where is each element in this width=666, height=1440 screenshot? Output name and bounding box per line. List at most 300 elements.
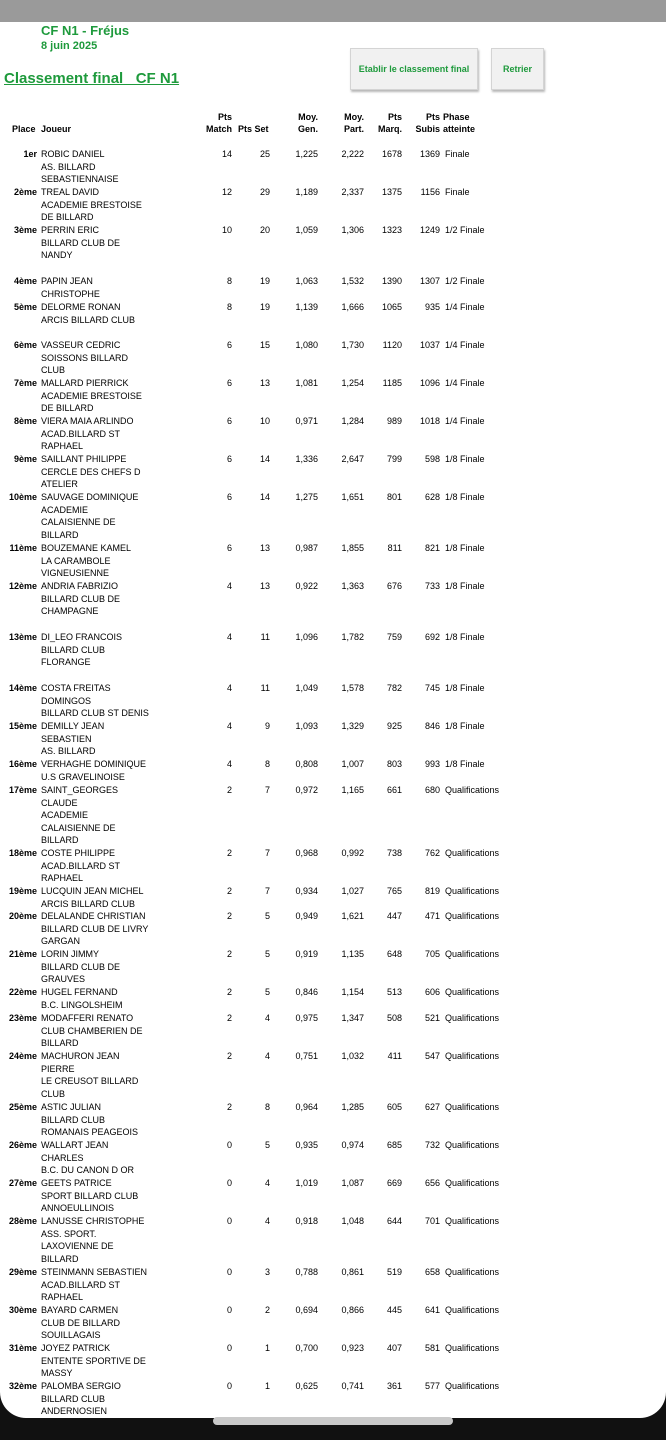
cell-phase: Qualifications (445, 987, 500, 997)
cell-moy-gen: 0,919 (295, 949, 318, 959)
player-name: COSTA FREITAS (41, 683, 111, 693)
cell-phase: Qualifications (445, 1140, 500, 1150)
establish-final-ranking-button[interactable]: Etablir le classement final (350, 48, 478, 90)
cell-pts-set: 4 (264, 1178, 270, 1188)
cell-pts-subis: 705 (424, 949, 440, 959)
cell-pts-set: 2 (264, 1305, 270, 1315)
cell-pts-match: 6 (226, 454, 232, 464)
cell-moy-part: 1,285 (341, 1102, 364, 1112)
cell-moy-part: 1,165 (341, 785, 364, 795)
cell-joueur (41, 910, 191, 948)
cell-moy-gen: 0,949 (295, 911, 318, 921)
cell-moy-part: 0,861 (341, 1267, 364, 1277)
cell-pts-marq: 669 (386, 1178, 402, 1188)
player-name: MODAFFERI RENATO (41, 1013, 134, 1023)
club-name-line: B.C. DU CANON D OR (41, 1165, 135, 1176)
cell-pts-set: 13 (259, 378, 270, 388)
cell-place: 31ème (8, 1343, 37, 1353)
cell-moy-gen: 0,972 (295, 785, 318, 795)
club-name-line: ARCIS BILLARD CLUB (41, 314, 136, 325)
player-name: SAUVAGE DOMINIQUE (41, 492, 139, 502)
cell-pts-subis: 521 (424, 1013, 440, 1023)
player-name: DEMILLY JEAN (41, 721, 105, 731)
cell-pts-subis: 821 (424, 543, 440, 553)
cell-joueur (41, 1342, 191, 1380)
cell-phase: Qualifications (445, 886, 500, 896)
club-name-line: SPORT BILLARD CLUB (41, 1190, 139, 1201)
cell-pts-subis: 1307 (419, 276, 440, 286)
cell-place: 4ème (13, 276, 37, 286)
club-name-line: U.S GRAVELINOISE (41, 771, 125, 782)
header-pts-set: Pts Set (238, 124, 269, 134)
player-name: JOYEZ PATRICK (41, 1343, 111, 1353)
cell-pts-marq: 411 (387, 1051, 402, 1061)
club-name-line: DE BILLARD (41, 403, 94, 414)
cell-phase: Qualifications (445, 1102, 500, 1112)
player-name: BAYARD CARMEN (41, 1305, 119, 1315)
club-name-line: BILLARD CLUB DE (41, 961, 121, 972)
cell-place: 29ème (8, 1267, 37, 1277)
cell-phase: Qualifications (445, 1013, 500, 1023)
cell-pts-subis: 935 (424, 302, 440, 312)
cell-pts-match: 10 (221, 225, 232, 235)
cell-pts-subis: 641 (424, 1305, 440, 1315)
cell-pts-match: 4 (226, 581, 232, 591)
club-name-line: ATELIER (41, 479, 78, 490)
event-title: CF N1 - Fréjus (41, 23, 130, 38)
cell-pts-marq: 445 (386, 1305, 402, 1315)
header-moy-part: Moy. Part. (343, 112, 364, 134)
club-name-line: LA CARAMBOLE (41, 555, 111, 566)
cell-joueur (41, 1050, 191, 1100)
cell-moy-gen: 0,975 (295, 1013, 318, 1023)
cell-moy-part: 1,782 (341, 632, 364, 642)
cell-pts-subis: 762 (424, 848, 440, 858)
cell-pts-subis: 606 (424, 987, 440, 997)
cell-place: 14ème (8, 683, 37, 693)
cell-pts-subis: 732 (424, 1140, 440, 1150)
cell-moy-gen: 1,275 (295, 492, 318, 502)
cell-joueur (41, 1012, 191, 1050)
cell-place: 23ème (8, 1013, 37, 1023)
cell-joueur (41, 847, 191, 885)
player-name: SAINT_GEORGES (41, 785, 119, 795)
cell-place: 5ème (13, 302, 37, 312)
cell-pts-set: 19 (259, 276, 270, 286)
cell-joueur (41, 1215, 191, 1265)
cell-moy-part: 2,222 (341, 149, 364, 159)
cell-pts-set: 1 (264, 1343, 270, 1353)
cell-phase: Qualifications (445, 1267, 500, 1277)
club-name-line: BILLARD CLUB (41, 1114, 106, 1125)
cell-pts-set: 25 (259, 149, 270, 159)
club-name-line: CLUB (41, 1088, 66, 1099)
club-name-line: BILLARD CLUB DE LIVRY (41, 923, 149, 934)
cell-pts-subis: 656 (424, 1178, 440, 1188)
cell-phase: Qualifications (445, 848, 500, 858)
player-name: PALOMBA SERGIO (41, 1381, 121, 1391)
cell-moy-part: 1,087 (341, 1178, 364, 1188)
cell-pts-match: 2 (226, 785, 232, 795)
club-name-line: CLUB (41, 365, 66, 376)
cell-moy-part: 1,621 (341, 911, 364, 921)
cell-moy-gen: 1,139 (295, 302, 318, 312)
cell-pts-match: 4 (226, 721, 232, 731)
player-name: LORIN JIMMY (41, 949, 100, 959)
cell-pts-marq: 1120 (382, 340, 402, 350)
cell-pts-marq: 738 (386, 848, 402, 858)
cell-pts-set: 10 (259, 416, 270, 426)
cell-pts-marq: 759 (386, 632, 402, 642)
player-name: VIERA MAIA ARLINDO (41, 416, 134, 426)
cell-pts-marq: 685 (386, 1140, 402, 1150)
cell-joueur (41, 339, 191, 377)
cell-joueur (41, 1177, 191, 1215)
club-name-line: CHARLES (41, 1152, 84, 1163)
cell-pts-match: 4 (226, 632, 232, 642)
cell-joueur (41, 491, 191, 541)
cell-moy-part: 2,647 (341, 454, 364, 464)
cell-pts-match: 0 (226, 1381, 232, 1391)
cell-pts-match: 4 (226, 759, 232, 769)
cell-pts-subis: 628 (424, 492, 440, 502)
cell-pts-set: 5 (264, 949, 270, 959)
cell-joueur (41, 580, 191, 618)
cell-phase: Qualifications (445, 949, 500, 959)
cell-pts-set: 7 (264, 785, 270, 795)
cell-pts-subis: 471 (424, 911, 440, 921)
player-name: PAPIN JEAN (41, 276, 93, 286)
player-name: MALLARD PIERRICK (41, 378, 129, 388)
club-name-line: ACADEMIE BRESTOISE (41, 199, 142, 210)
cell-pts-marq: 519 (386, 1267, 402, 1277)
cell-pts-set: 4 (264, 1051, 270, 1061)
player-name: LANUSSE CHRISTOPHE (41, 1216, 145, 1226)
header-pts-subis: Pts Subis (415, 112, 440, 134)
cell-joueur (41, 415, 191, 453)
cell-moy-part: 1,032 (341, 1051, 364, 1061)
cell-pts-subis: 1156 (420, 187, 440, 197)
club-name-line: CERCLE DES CHEFS D (41, 466, 141, 477)
cell-pts-marq: 648 (386, 949, 402, 959)
club-name-line: SOUILLAGAIS (41, 1330, 101, 1341)
cell-moy-part: 1,855 (341, 543, 364, 553)
cell-pts-marq: 1323 (381, 225, 402, 235)
cell-joueur (41, 885, 191, 910)
club-name-line: DE BILLARD (41, 212, 94, 223)
cell-pts-marq: 447 (386, 911, 402, 921)
cell-pts-set: 4 (264, 1013, 270, 1023)
cell-pts-marq: 1065 (381, 302, 402, 312)
club-name-line: ENTENTE SPORTIVE DE (41, 1355, 146, 1366)
header-moy-gen: Moy. Gen. (297, 112, 318, 134)
cell-joueur (41, 682, 191, 720)
home-indicator[interactable] (213, 1417, 453, 1425)
cell-joueur (41, 453, 191, 491)
table-header (0, 110, 666, 138)
club-name-line: CLUB DE BILLARD (41, 1317, 121, 1328)
cell-pts-set: 8 (264, 1102, 270, 1112)
cell-pts-subis: 1037 (419, 340, 440, 350)
page-title: Classement final CF N1 (4, 70, 180, 87)
cell-pts-set: 15 (259, 340, 270, 350)
cell-place: 8ème (13, 416, 37, 426)
club-name-line: CLUB CHAMBERIEN DE (41, 1025, 143, 1036)
club-name-line: PIERRE (41, 1063, 75, 1074)
cell-pts-match: 6 (226, 340, 232, 350)
cell-place: 21ème (8, 949, 37, 959)
cell-joueur (41, 186, 191, 224)
cell-pts-match: 6 (226, 378, 232, 388)
cell-moy-gen: 1,059 (295, 225, 318, 235)
cell-joueur (41, 784, 191, 847)
club-name-line: GARGAN (41, 936, 81, 947)
cell-moy-gen: 0,788 (295, 1267, 318, 1277)
cell-moy-gen: 0,700 (295, 1343, 318, 1353)
cell-moy-gen: 0,971 (295, 416, 318, 426)
club-name-line: RAPHAEL (41, 873, 84, 884)
cell-pts-match: 2 (226, 1102, 232, 1112)
cell-phase: 1/4 Finale (445, 416, 485, 426)
cell-phase: Qualifications (445, 785, 500, 795)
cell-moy-gen: 1,063 (295, 276, 318, 286)
player-name: STEINMANN SEBASTIEN (41, 1267, 148, 1277)
cell-phase: Finale (445, 149, 470, 159)
cell-place: 25ème (8, 1102, 37, 1112)
club-name-line: GRAUVES (41, 974, 86, 985)
cell-moy-gen: 0,964 (295, 1102, 318, 1112)
cell-pts-set: 1 (264, 1381, 270, 1391)
club-name-line: SEBASTIEN (41, 733, 92, 744)
player-name: BOUZEMANE KAMEL (41, 543, 132, 553)
cell-pts-match: 2 (226, 848, 232, 858)
cell-joueur (41, 1380, 191, 1418)
club-name-line: RAPHAEL (41, 441, 84, 452)
cell-pts-set: 5 (264, 911, 270, 921)
cell-moy-gen: 1,225 (295, 149, 318, 159)
player-name: GEETS PATRICE (41, 1178, 112, 1188)
cell-phase: 1/8 Finale (445, 759, 485, 769)
cell-place: 7ème (13, 378, 37, 388)
cell-pts-set: 5 (264, 1140, 270, 1150)
cell-moy-part: 1,048 (341, 1216, 364, 1226)
player-name: VASSEUR CEDRIC (41, 340, 121, 350)
cell-place: 10ème (8, 492, 37, 502)
event-date: 8 juin 2025 (41, 40, 98, 52)
cell-phase: 1/8 Finale (445, 581, 485, 591)
cell-pts-match: 0 (226, 1305, 232, 1315)
cell-phase: Qualifications (445, 1051, 500, 1061)
cell-moy-gen: 1,189 (295, 187, 318, 197)
cell-place: 22ème (8, 987, 37, 997)
cell-pts-marq: 361 (386, 1381, 402, 1391)
club-name-line: ACADEMIE (41, 504, 89, 515)
cell-pts-subis: 1369 (419, 149, 440, 159)
cell-moy-part: 1,329 (341, 721, 364, 731)
cell-pts-match: 14 (221, 149, 232, 159)
cell-moy-gen: 1,096 (295, 632, 318, 642)
cell-pts-subis: 692 (424, 632, 440, 642)
club-name-line: DOMINGOS (41, 695, 92, 706)
cell-pts-set: 8 (264, 759, 270, 769)
cell-pts-match: 6 (226, 416, 232, 426)
cell-place: 11ème (9, 543, 37, 553)
cell-pts-match: 2 (226, 949, 232, 959)
cell-pts-marq: 676 (386, 581, 402, 591)
cell-moy-gen: 0,922 (295, 581, 318, 591)
cell-pts-match: 8 (226, 302, 232, 312)
cell-place: 6ème (13, 340, 37, 350)
cell-place: 20ème (8, 911, 37, 921)
cell-moy-gen: 1,093 (295, 721, 318, 731)
cell-phase: 1/8 Finale (445, 721, 485, 731)
cell-pts-subis: 733 (424, 581, 440, 591)
cell-pts-marq: 925 (386, 721, 402, 731)
cell-phase: 1/8 Finale (445, 632, 485, 642)
cell-moy-part: 1,284 (341, 416, 364, 426)
cell-joueur (41, 148, 191, 186)
cell-moy-gen: 0,808 (295, 759, 318, 769)
cell-pts-match: 0 (226, 1140, 232, 1150)
cell-place: 3ème (13, 225, 37, 235)
player-name: VERHAGHE DOMINIQUE (41, 759, 147, 769)
club-name-line: ACAD.BILLARD ST (41, 428, 121, 439)
club-name-line: BILLARD (41, 1253, 79, 1264)
player-name: MACHURON JEAN (41, 1051, 120, 1061)
cell-joueur (41, 1101, 191, 1139)
cell-moy-gen: 1,049 (295, 683, 318, 693)
cell-pts-set: 11 (260, 632, 270, 642)
cell-joueur (41, 1266, 191, 1304)
cell-pts-marq: 513 (386, 987, 402, 997)
club-name-line: BILLARD CLUB ST DENIS (41, 708, 149, 719)
cell-pts-marq: 1390 (381, 276, 402, 286)
club-name-line: LE CREUSOT BILLARD (41, 1076, 139, 1087)
cell-moy-part: 1,135 (341, 949, 364, 959)
cell-pts-subis: 627 (424, 1102, 440, 1112)
cell-moy-gen: 0,934 (295, 886, 318, 896)
cell-phase: 1/4 Finale (445, 302, 485, 312)
cell-moy-part: 1,306 (341, 225, 364, 235)
player-name: PERRIN ERIC (41, 225, 100, 235)
club-name-line: B.C. LINGOLSHEIM (41, 999, 123, 1010)
cell-pts-set: 9 (264, 721, 270, 731)
cell-pts-marq: 605 (386, 1102, 402, 1112)
player-name: ROBIC DANIEL (41, 149, 105, 159)
player-name: HUGEL FERNAND (41, 987, 118, 997)
club-name-line: CALAISIENNE DE (41, 822, 116, 833)
club-name-line: ARCIS BILLARD CLUB (41, 898, 136, 909)
header-phase: Phase atteinte (443, 112, 476, 134)
cell-pts-marq: 508 (386, 1013, 402, 1023)
cell-pts-marq: 1375 (381, 187, 402, 197)
club-name-line: CALAISIENNE DE (41, 517, 116, 528)
club-name-line: AS. BILLARD (41, 746, 96, 757)
player-name: LUCQUIN JEAN MICHEL (41, 886, 144, 896)
cell-phase: 1/8 Finale (445, 492, 485, 502)
club-name-line: CLAUDE (41, 797, 78, 808)
club-name-line: BILLARD CLUB (41, 1393, 106, 1404)
cell-moy-part: 1,666 (341, 302, 364, 312)
cell-moy-gen: 0,968 (295, 848, 318, 858)
cell-pts-subis: 993 (424, 759, 440, 769)
cell-moy-gen: 1,081 (295, 378, 318, 388)
player-name: DI_LEO FRANCOIS (41, 632, 123, 642)
cell-pts-match: 8 (226, 276, 232, 286)
club-name-line: MASSY (41, 1368, 73, 1379)
cell-place: 13ème (8, 632, 37, 642)
cell-place: 26ème (8, 1140, 37, 1150)
cell-pts-subis: 819 (424, 886, 440, 896)
cell-pts-subis: 745 (424, 683, 440, 693)
cell-phase: 1/8 Finale (445, 454, 485, 464)
cell-moy-part: 1,578 (341, 683, 364, 693)
cell-place: 30ème (8, 1305, 37, 1315)
cell-joueur (41, 301, 191, 326)
club-name-line: BILLARD (41, 835, 79, 846)
cell-pts-subis: 547 (424, 1051, 440, 1061)
cell-moy-part: 1,007 (341, 759, 364, 769)
club-name-line: LAXOVIENNE DE (41, 1241, 114, 1252)
cell-joueur (41, 948, 191, 986)
cell-place: 32ème (8, 1381, 37, 1391)
cell-joueur (41, 275, 191, 300)
cell-pts-marq: 1185 (382, 378, 402, 388)
cell-moy-gen: 0,987 (295, 543, 318, 553)
club-name-line: BILLARD CLUB DE (41, 593, 121, 604)
cell-pts-marq: 782 (386, 683, 402, 693)
cell-pts-subis: 1096 (419, 378, 440, 388)
cell-pts-subis: 701 (424, 1216, 440, 1226)
player-name: TREAL DAVID (41, 187, 100, 197)
header-pts-marq: Pts Marq. (377, 112, 402, 134)
cell-place: 1er (23, 149, 37, 159)
cell-moy-gen: 0,751 (295, 1051, 318, 1061)
cell-pts-match: 2 (226, 1051, 232, 1061)
cell-pts-match: 0 (226, 1267, 232, 1277)
cell-pts-match: 2 (226, 886, 232, 896)
cell-pts-set: 7 (264, 848, 270, 858)
header-joueur: Joueur (41, 124, 72, 134)
cell-moy-part: 2,337 (341, 187, 364, 197)
cell-pts-set: 4 (264, 1216, 270, 1226)
cell-place: 16ème (8, 759, 37, 769)
cell-moy-part: 0,741 (341, 1381, 364, 1391)
cell-pts-match: 0 (226, 1216, 232, 1226)
header-pts-match: Pts Match (205, 112, 232, 134)
cell-pts-set: 13 (259, 543, 270, 553)
cell-pts-marq: 799 (386, 454, 402, 464)
cell-moy-part: 1,651 (341, 492, 364, 502)
club-name-line: RAPHAEL (41, 1292, 84, 1303)
cell-moy-gen: 1,019 (295, 1178, 318, 1188)
cell-phase: 1/2 Finale (445, 276, 485, 286)
player-name: ANDRIA FABRIZIO (41, 581, 119, 591)
cell-place: 28ème (8, 1216, 37, 1226)
club-name-line: VIGNEUSIENNE (41, 568, 110, 579)
club-name-line: ANDERNOSIEN (41, 1406, 108, 1417)
retrier-button[interactable]: Retrier (491, 48, 544, 90)
player-name: DELALANDE CHRISTIAN (41, 911, 146, 921)
cell-phase: Qualifications (445, 1343, 500, 1353)
cell-joueur (41, 758, 191, 783)
club-name-line: ACADEMIE BRESTOISE (41, 390, 142, 401)
cell-moy-part: 1,027 (341, 886, 364, 896)
club-name-line: SOISSONS BILLARD (41, 352, 129, 363)
cell-moy-part: 1,347 (341, 1013, 364, 1023)
cell-moy-part: 1,154 (341, 987, 364, 997)
cell-joueur (41, 1304, 191, 1342)
